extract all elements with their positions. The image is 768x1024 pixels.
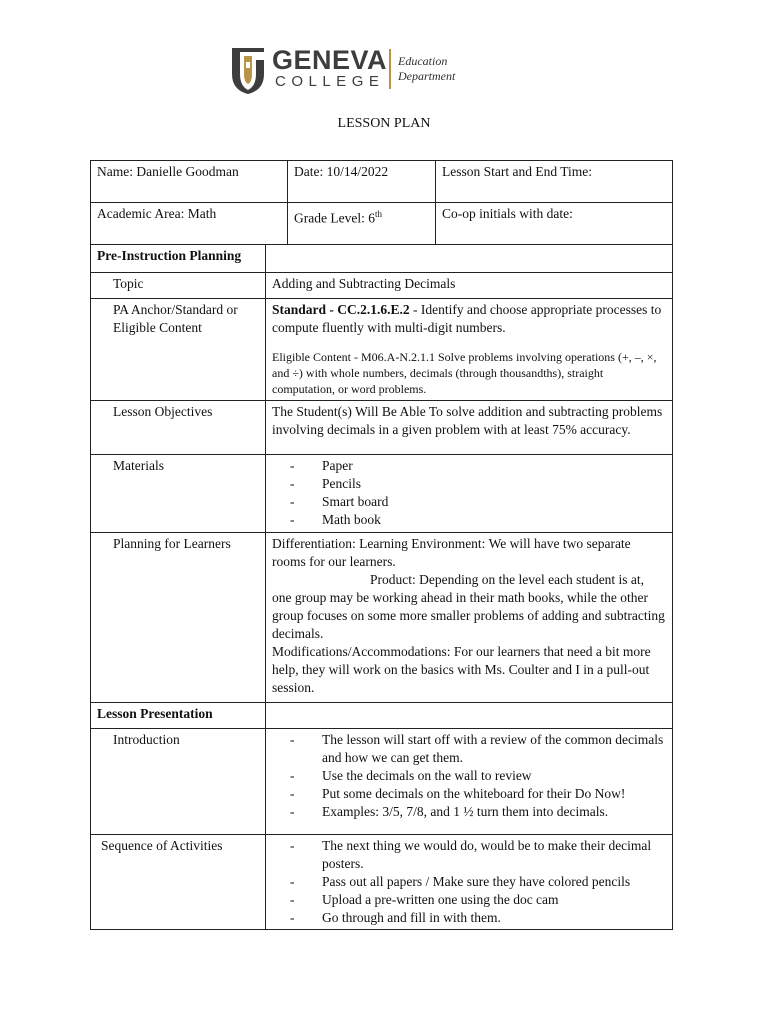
learners-row: [91, 533, 673, 703]
time-cell: Lesson Start and End Time:: [436, 161, 673, 203]
eligible-content: Eligible Content - M06.A-N.2.1.1 Solve problems involving operations (+, –, ×, and ÷) with whole numbers, decimals (through thousandths), straight computation, or word problems.: [272, 350, 657, 396]
date-cell: Date: 10/14/2022: [288, 161, 436, 203]
presentation-row: [91, 703, 673, 729]
logo-divider: [389, 49, 391, 89]
header-row-1: [91, 161, 673, 203]
grade-level-cell: [288, 203, 436, 245]
learners-differentiation: Differentiation: Learning Environment: We will have two separate rooms for our learners.: [272, 536, 631, 569]
list-item: - Upload a pre-written one using the doc cam: [290, 891, 666, 909]
introduction-row: [91, 729, 673, 835]
materials-list: [272, 457, 666, 529]
list-item: - Use the decimals on the wall to review: [290, 767, 666, 785]
logo-dept-line1: Education: [398, 54, 448, 68]
pre-instruction-heading: Pre-Instruction Planning: [91, 245, 266, 273]
list-item: - The next thing we would do, would be to make their decimal posters.: [290, 837, 666, 873]
name-cell: Name: Danielle Goodman: [91, 161, 288, 203]
geneva-college-logo: [230, 44, 476, 94]
learners-value: [266, 533, 673, 703]
list-item: - Math book: [290, 511, 666, 529]
objectives-label: Lesson Objectives: [91, 401, 266, 455]
logo-name: GENEVA: [272, 45, 388, 75]
lesson-plan-table: [90, 160, 673, 930]
materials-row: [91, 455, 673, 533]
standard-description: - Identify and choose appropriate processes to compute fluently with multi-digit numbers.: [272, 302, 662, 335]
learners-label: Planning for Learners: [91, 533, 266, 703]
grade-level-text: Grade Level: 6: [294, 210, 375, 226]
academic-area-cell: Academic Area: Math: [91, 203, 288, 245]
logo-college: COLLEGE: [275, 73, 385, 90]
learners-modifications: Modifications/Accommodations: For our learners that need a bit more help, they will work on the basics with Ms. Coulter and I in a pull-out session.: [272, 644, 651, 695]
header-row-2: [91, 203, 673, 245]
topic-row: [91, 273, 673, 299]
introduction-label: Introduction: [91, 729, 266, 835]
list-item: - The lesson will start off with a review of the common decimals and how we can get them.: [290, 731, 666, 767]
objectives-row: [91, 401, 673, 455]
document-title: LESSON PLAN: [337, 116, 431, 131]
topic-label: Topic: [91, 273, 266, 299]
objectives-value: The Student(s) Will Be Able To solve addition and subtracting problems involving decimals in a given problem with at least 75% accuracy.: [266, 401, 673, 455]
pa-anchor-value: [266, 299, 673, 401]
sequence-value: [266, 835, 673, 930]
list-item: - Put some decimals on the whiteboard for their Do Now!: [290, 785, 666, 803]
list-item: - Smart board: [290, 493, 666, 511]
introduction-list: [272, 731, 666, 821]
standard-code: Standard - CC.2.1.6.E.2: [272, 302, 410, 317]
coop-cell: Co-op initials with date:: [436, 203, 673, 245]
grade-level-sup: th: [374, 209, 382, 219]
sequence-row: [91, 835, 673, 930]
topic-value: Adding and Subtracting Decimals: [266, 273, 673, 299]
materials-value: [266, 455, 673, 533]
presentation-heading: Lesson Presentation: [91, 703, 266, 729]
pre-instruction-row: [91, 245, 673, 273]
pa-anchor-row: [91, 299, 673, 401]
list-item: - Paper: [290, 457, 666, 475]
introduction-value: [266, 729, 673, 835]
presentation-empty: [266, 703, 673, 729]
pre-instruction-empty: [266, 245, 673, 273]
sequence-list: [272, 837, 666, 927]
materials-label: Materials: [91, 455, 266, 533]
pa-anchor-label: PA Anchor/Standard or Eligible Content: [91, 299, 266, 401]
standard-text: [272, 301, 666, 337]
list-item: - Pencils: [290, 475, 666, 493]
logo-department: [398, 54, 455, 84]
logo-dept-line2: Department: [398, 69, 456, 83]
list-item: - Go through and fill in with them.: [290, 909, 666, 927]
geneva-shield-icon: [230, 44, 266, 94]
sequence-label: Sequence of Activities: [91, 835, 266, 930]
list-item: - Pass out all papers / Make sure they have colored pencils: [290, 873, 666, 891]
learners-product: Product: Depending on the level each student is at, one group may be working ahead in their math books, while the other group focuses on some more smaller problems of adding and subtracting decimals.: [272, 572, 665, 641]
list-item: - Examples: 3/5, 7/8, and 1 ½ turn them into decimals.: [290, 803, 666, 821]
